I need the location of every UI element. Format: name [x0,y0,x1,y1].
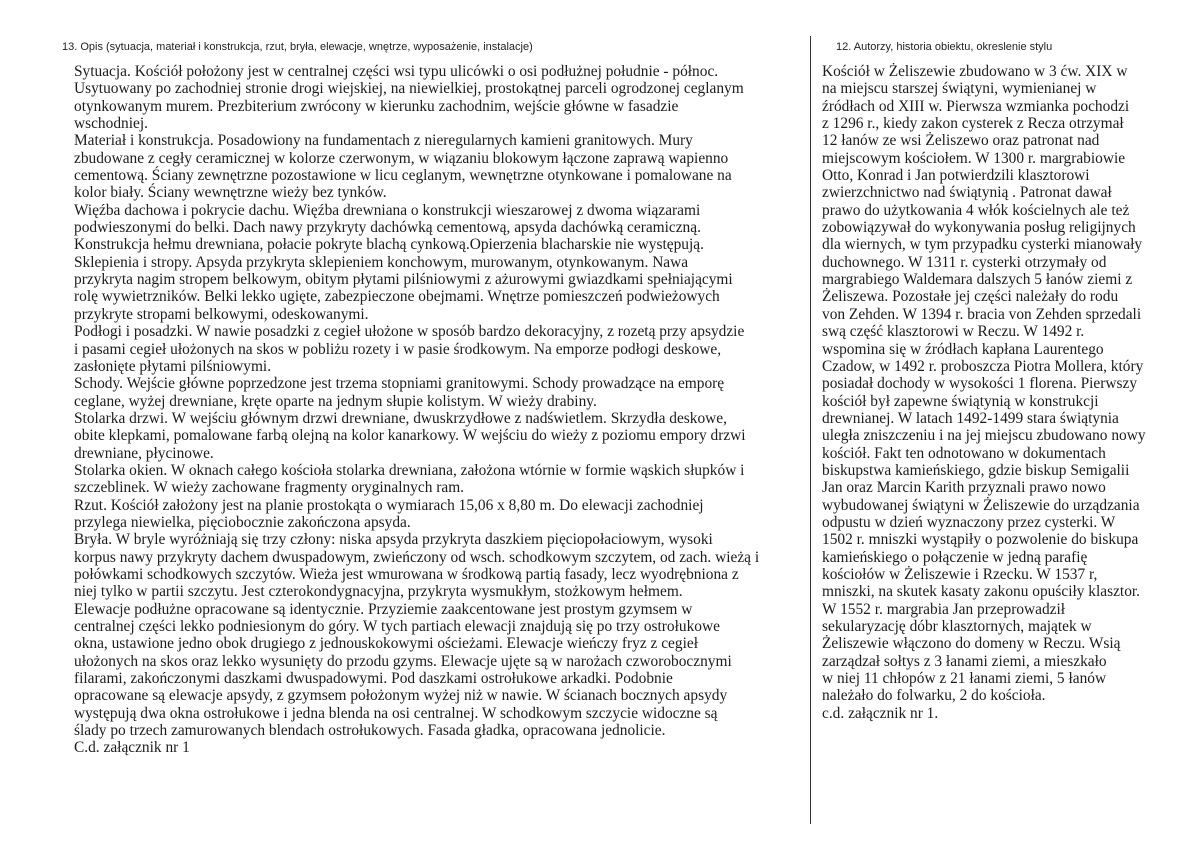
description-line: ślady po trzech zamurowanych blendach ostrołukowych. Fasada gładka, opracowana jednolicie. [74,722,666,740]
history-line: von Zehden. W 1394 r. bracia von Zehden sprzedali [822,305,1142,323]
description-line: niej tylko w partii szczytu. Jest czterokondygnacyjna, przykryta wysmukłym, stożkowym hełmem. [74,583,683,601]
description-line: kolor biały. Ściany wewnętrzne wieży bez tynków. [74,184,387,202]
history-body [822,63,1194,722]
history-line: kościołów w Żeliszewie i Rzecku. W 1537 r, [822,565,1098,583]
history-line: Czadow, w 1492 r. proboszcza Piotra Mollera, który [822,357,1144,375]
description-line: Sytuacja. Kościół położony jest w centralnej części wsi typu ulicówki o osi podłużnej południe - północ. [74,63,719,80]
description-line: rolę wywietrzników. Belki lekko ugięte, zabezpieczone obejmami. Wnętrze pomieszczeń podwieżowych [74,288,720,306]
history-line: 12 łanów ze wsi Żeliszewo oraz patronat nad [822,132,1100,150]
history-line: w niej 11 chłopów z 21 łanami ziemi, 5 łanów [822,670,1107,688]
history-line: c.d. załącznik nr 1. [822,704,939,722]
description-line: zasłonięte płytami pilśniowymi. [74,357,272,375]
description-line: połówkami schodkowych szczytów. Wieża jest wmurowana w środkową partią fasady, lecz wyodrębniona z [74,565,739,583]
history-line: Kościół w Żeliszewie zbudowano w 3 ćw. XIX w [822,63,1128,80]
history-line: dla wiernych, w tym przypadku cysterki mianowały [822,236,1143,254]
description-line: Sklepienia i stropy. Apsyda przykryta sklepieniem konchowym, murowanym, otynkowanym. Nawa [74,253,689,271]
description-body [74,63,794,757]
history-line: miejscowym kościołem. W 1300 r. margrabiowie [822,149,1126,167]
description-line: ułożonych na skos oraz lekko wysunięty do przodu gzyms. Elewacje ujęte są w narożach czworobocznymi [74,652,732,670]
history-line: kościół. Fakt ten odnotowano w dokumentach [822,444,1106,462]
description-line: Bryła. W bryle wyróżniają się trzy człony: niska apsyda przykryta daszkiem pięciopołaciowym, wysoki [74,531,713,549]
description-line: zbudowane z cegły ceramicznej w kolorze czerwonym, w wiązaniu blokowym łączone zaprawą wapienno [74,149,729,167]
description-heading: 13. Opis (sytuacja, materiał i konstrukcja, rzut, bryła, elewacje, wnętrze, wyposażenie, instalacje) [62,41,533,53]
history-line: odpustu w dzień wyznaczony przez cysterki. W [822,513,1116,531]
description-line: cementową. Ściany zewnętrzne pozostawione w licu ceglanym, wewnętrzne otynkowane i pomalowane na [74,167,732,185]
history-line: wybudowanej świątyni w Żeliszewie do urządzania [822,496,1140,514]
history-line: Żeliszewa. Pozostałe jej części należały do rodu [822,288,1119,306]
description-line: C.d. załącznik nr 1 [74,739,190,757]
history-line: Żeliszewie włączono do domeny w Reczu. Wsią [822,635,1121,653]
history-line: uległa zniszczeniu i na jej miejscu zbudowano nowy [822,427,1146,445]
description-line: okna, ustawione jedno obok drugiego z jednouskokowymi ościeżami. Elewacje wieńczy fryz z cegieł [74,635,698,653]
history-line: na miejscu starszej świątyni, wymienianej w [822,80,1097,98]
history-heading: 12. Autorzy, historia obiektu, okreslenie stylu [836,41,1053,53]
history-line: prawo do użytkowania 4 włók kościelnych ale też [822,201,1130,219]
history-line: kamieńskiego o połączenie w jedną parafię [822,548,1088,566]
history-line: Jan oraz Marcin Karith przyznali prawo nowo [822,479,1106,497]
description-line: opracowane są elewacje apsydy, z gzymsem położonym wyżej niż w nawie. W ścianach bocznych apsydy [74,687,728,705]
description-line: Rzut. Kościół założony jest na planie prostokąta o wymiarach 15,06 x 8,80 m. Do elewacji zachodniej [74,496,704,514]
history-line: zobowiązywał do wykonywania posług religijnych [822,219,1136,237]
history-line: margrabiego Waldemara dalszych 5 łanów ziemi z [822,271,1133,289]
history-line: sekularyzację dóbr klasztornych, majątek w [822,618,1092,635]
description-line: otynkowanym murem. Prezbiterium zwrócony w kierunku zachodnim, wejście główne w fasadzie [74,97,679,115]
description-line: Stolarka okien. W oknach całego kościoła stolarka drewniana, założona wtórnie w formie wąskich słupków i [74,461,745,479]
history-line: wspomina się w źródłach kapłana Laurentego [822,340,1104,358]
description-line: Konstrukcja hełmu drewniana, połacie pokryte blachą cynkową.Opierzenia blacharskie nie występują. [74,236,704,254]
description-line: przykryta nagim stropem belkowym, obitym płytami pilśniowymi z ażurowymi gwiazdkami spełniającymi [74,271,733,289]
description-line: drewniane, płycinowe. [74,444,214,462]
history-line: posiadał dochody w wysokości 1 florena. Pierwszy [822,375,1138,393]
history-line: Otto, Konrad i Jan potwierdzili klasztorowi [822,167,1090,185]
description-line: Stolarka drzwi. W wejściu głównym drzwi drewniane, dwuskrzydłowe z nadświetlem. Skrzydła deskowe, [74,409,727,427]
description-line: Usytuowany po zachodniej stronie drogi wiejskiej, na niewielkiej, prostokątnej parceli ogrodzonej ceglanym [74,80,744,98]
description-line: Podłogi i posadzki. W nawie posadzki z cegieł ułożone w sposób bardzo dekoracyjny, z rozetą przy apsydzie [74,323,745,341]
description-line: Materiał i konstrukcja. Posadowiony na fundamentach z nieregularnych kamieni granitowych. Mury [74,132,693,150]
history-line: biskupstwa kamieńskiego, gdzie biskup Semigalii [822,461,1130,479]
description-line: podwieszonymi do belki. Dach nawy przykryty dachówką cementową, apsyda dachówką ceramiczną. [74,219,701,237]
history-line: 1502 r. mniszki wystąpiły o pozwolenie do biskupa [822,531,1139,549]
description-line: centralnej części lekko podniesionym do góry. W tych partiach elewacji znajdują się po trzy ostrołukowe [74,618,720,635]
description-line: Więźba dachowa i pokrycie dachu. Więźba drewniana o konstrukcji wieszarowej z dwoma wiązarami [74,201,701,219]
history-line: swą część klasztorowi w Reczu. W 1492 r. [822,323,1085,341]
history-line: z 1296 r., kiedy zakon cysterek z Recza otrzymał [822,115,1124,133]
history-line: należało do folwarku, 2 do kościoła. [822,687,1046,705]
description-line: szczeblinek. W wieży zachowane fragmenty oryginalnych ram. [74,479,465,497]
history-line: kościół był zapewne świątynią w konstrukcji [822,392,1099,410]
description-line: obite klepkami, pomalowane farbą olejną na kolor kanarkowy. W wejściu do wieży z poziomu empory drzwi [74,427,746,445]
description-line: korpus nawy przykryty dachem dwuspadowym, zwieńczony od wsch. schodkowym szczytem, od zach. wieżą i [74,548,760,566]
column-divider [810,36,811,824]
description-line: wschodniej. [74,115,148,133]
history-line: zarządzał sołtys z 3 łanami ziemi, a mieszkało [822,652,1107,670]
description-line: występują dwa okna ostrołukowe i jedna blenda na osi centralnej. W schodkowym szczycie widoczne są [74,704,718,722]
history-line: źródłach od XIII w. Pierwsza wzmianka pochodzi [822,97,1130,115]
description-line: przykryte stropami belkowymi, odeskowanymi. [74,305,369,323]
history-line: drewnianej. W latach 1492-1499 stara świątynia [822,409,1119,427]
description-line: ceglane, wyżej drewniane, kręte oparte na jednym słupie kolistym. W wieży drabiny. [74,392,597,410]
description-line: Elewacje podłużne opracowane są identycznie. Przyziemie zaakcentowane jest prostym gzymsem w [74,600,693,618]
history-line: duchownego. W 1311 r. cysterki otrzymały od [822,253,1107,271]
description-line: przylega niewielka, pięciobocznie zakończona apsyda. [74,513,411,531]
history-line: mniszki, na skutek kasaty zakonu opuściły klasztor. [822,583,1141,601]
description-line: Schody. Wejście główne poprzedzone jest trzema stopniami granitowymi. Schody prowadzące na emporę [74,375,725,393]
description-line: filarami, zakończonymi daszkami dwuspadowymi. Pod daszkami ostrołukowe arkadki. Podobnie [74,670,673,688]
history-line: W 1552 r. margrabia Jan przeprowadził [822,600,1066,618]
history-line: zwierzchnictwo nad świątynią . Patronat dawał [822,184,1112,202]
description-line: i pasami cegieł ułożonych na skos w pobliżu rozety i w pasie środkowym. Na emporze podłogi deskowe, [74,340,722,358]
